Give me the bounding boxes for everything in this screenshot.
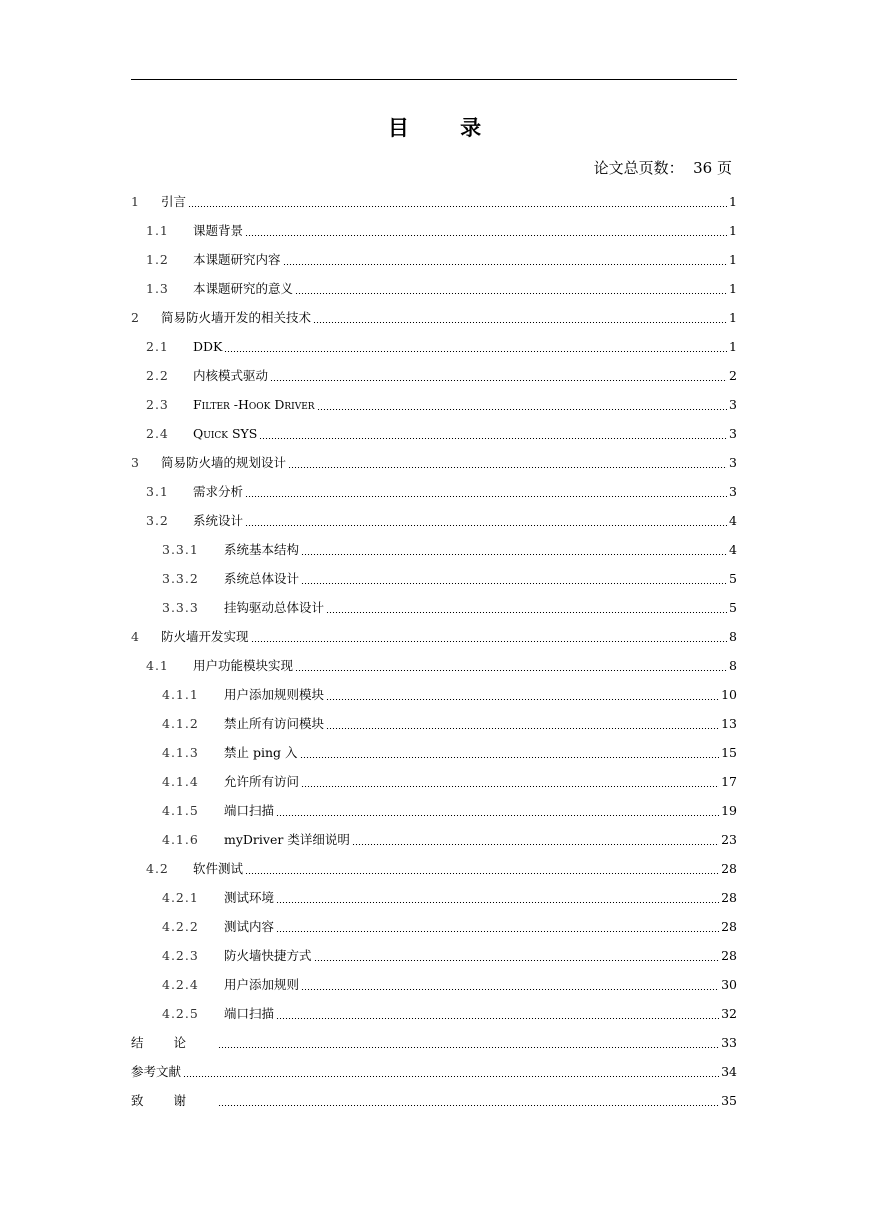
- toc-page: 4: [729, 542, 737, 558]
- leader-dots: [326, 699, 719, 700]
- toc-page: 13: [721, 716, 737, 732]
- toc-title: 用户功能模块实现: [193, 658, 294, 674]
- toc-number: 4.2.1: [162, 890, 199, 906]
- toc-entry[interactable]: [131, 536, 737, 565]
- toc-page: 28: [721, 948, 737, 964]
- toc-entry[interactable]: [131, 1087, 737, 1116]
- toc-number: 2.1: [146, 339, 169, 355]
- toc-page: 30: [721, 977, 737, 993]
- leader-dots: [259, 438, 727, 439]
- toc-entry[interactable]: [131, 188, 737, 217]
- toc-page: 19: [721, 803, 737, 819]
- toc-page: 3: [729, 455, 737, 471]
- toc-page: 2: [729, 368, 737, 384]
- toc-number: 1.2: [146, 252, 169, 268]
- toc-title-text: Quick SYS: [193, 426, 258, 442]
- leader-dots: [218, 1105, 719, 1106]
- toc-title: 本课题研究的意义: [193, 281, 294, 297]
- leader-dots: [314, 960, 720, 961]
- toc-number: 4.2.5: [162, 1006, 199, 1022]
- leader-dots: [276, 1018, 719, 1019]
- toc-title: 引言: [161, 194, 187, 210]
- toc-number: 4.2.2: [162, 919, 199, 935]
- toc-title: 简易防火墙开发的相关技术: [161, 310, 312, 326]
- toc-number: 2.2: [146, 368, 169, 384]
- toc-number: 4.2: [146, 861, 169, 877]
- toc-title: 本课题研究内容: [193, 252, 281, 268]
- leader-dots: [188, 206, 727, 207]
- toc-number: 4.1.2: [162, 716, 199, 732]
- leader-dots: [224, 351, 727, 352]
- toc-number: 4.1.6: [162, 832, 199, 848]
- leader-dots: [245, 873, 719, 874]
- toc-entry[interactable]: [131, 217, 737, 246]
- toc-number: 1.1: [146, 223, 169, 239]
- table-of-contents: [131, 188, 737, 1116]
- toc-number: 3: [131, 455, 140, 471]
- toc-title: 测试环境: [224, 890, 275, 906]
- toc-title: 参考文献: [131, 1064, 182, 1080]
- leader-dots: [276, 931, 719, 932]
- toc-entry[interactable]: [131, 594, 737, 623]
- toc-page: 10: [721, 687, 737, 703]
- toc-entry[interactable]: [131, 391, 737, 420]
- leader-dots: [251, 641, 727, 642]
- toc-number: 3.2: [146, 513, 169, 529]
- toc-page: 28: [721, 861, 737, 877]
- leader-dots: [218, 1047, 719, 1048]
- toc-page: 32: [721, 1006, 737, 1022]
- toc-page: 3: [729, 484, 737, 500]
- toc-page: 28: [721, 890, 737, 906]
- toc-title: 简易防火墙的规划设计: [161, 455, 287, 471]
- toc-entry[interactable]: [131, 246, 737, 275]
- toc-number: 1: [131, 194, 140, 210]
- leader-dots: [301, 989, 719, 990]
- leader-dots: [352, 844, 719, 845]
- toc-page: 4: [729, 513, 737, 529]
- toc-page: 28: [721, 919, 737, 935]
- toc-entry[interactable]: [131, 623, 737, 652]
- toc-entry[interactable]: [131, 333, 737, 362]
- toc-page: 5: [729, 571, 737, 587]
- header-rule: [131, 79, 737, 80]
- toc-title: 端口扫描: [224, 1006, 275, 1022]
- toc-entry[interactable]: [131, 478, 737, 507]
- toc-number: 4.1.3: [162, 745, 199, 761]
- leader-dots: [295, 670, 727, 671]
- toc-page: 35: [721, 1093, 737, 1109]
- toc-number: 2.3: [146, 397, 169, 413]
- toc-entry[interactable]: [131, 768, 737, 797]
- leader-dots: [183, 1076, 719, 1077]
- page-title: 目 录: [387, 115, 504, 140]
- leader-dots: [313, 322, 727, 323]
- toc-number: 3.3.1: [162, 542, 199, 558]
- leader-dots: [276, 815, 719, 816]
- toc-number: 4: [131, 629, 140, 645]
- toc-entry[interactable]: [131, 507, 737, 536]
- leader-dots: [276, 902, 719, 903]
- toc-number: 3.3.3: [162, 600, 199, 616]
- toc-number: 3.1: [146, 484, 169, 500]
- leader-dots: [288, 467, 727, 468]
- toc-entry[interactable]: [131, 826, 737, 855]
- toc-entry[interactable]: [131, 739, 737, 768]
- toc-title: myDriver 类详细说明: [224, 832, 350, 848]
- toc-page: 15: [721, 745, 737, 761]
- toc-page: 1: [729, 281, 737, 297]
- toc-entry[interactable]: [131, 1029, 737, 1058]
- leader-dots: [301, 786, 719, 787]
- toc-entry[interactable]: [131, 913, 737, 942]
- toc-entry[interactable]: [131, 420, 737, 449]
- toc-entry[interactable]: [131, 1000, 737, 1029]
- leader-dots: [295, 293, 727, 294]
- toc-page: 1: [729, 339, 737, 355]
- toc-entry[interactable]: [131, 565, 737, 594]
- toc-title: 防火墙快捷方式: [224, 948, 312, 964]
- toc-page: 1: [729, 223, 737, 239]
- toc-number: 4.2.4: [162, 977, 199, 993]
- leader-dots: [245, 235, 727, 236]
- toc-number: 2.4: [146, 426, 169, 442]
- toc-entry[interactable]: [131, 275, 737, 304]
- toc-title: 需求分析: [193, 484, 244, 500]
- leader-dots: [317, 409, 727, 410]
- toc-title: 结论: [131, 1035, 217, 1051]
- toc-title: 用户添加规则: [224, 977, 300, 993]
- toc-entry[interactable]: [131, 449, 737, 478]
- toc-page: 34: [721, 1064, 737, 1080]
- toc-page: 3: [729, 426, 737, 442]
- toc-title: 挂钩驱动总体设计: [224, 600, 325, 616]
- leader-dots: [301, 554, 727, 555]
- toc-entry[interactable]: [131, 797, 737, 826]
- toc-page: 33: [721, 1035, 737, 1051]
- toc-entry[interactable]: [131, 652, 737, 681]
- toc-title: 系统基本结构: [224, 542, 300, 558]
- toc-page: 5: [729, 600, 737, 616]
- toc-number: 4.1: [146, 658, 169, 674]
- toc-page: 23: [721, 832, 737, 848]
- toc-number: 4.1.1: [162, 687, 199, 703]
- toc-entry[interactable]: [131, 942, 737, 971]
- toc-title: [193, 428, 257, 441]
- toc-title: Filter -Hook Driver: [193, 397, 315, 413]
- toc-title: 内核模式驱动: [193, 368, 269, 384]
- toc-entry[interactable]: [131, 710, 737, 739]
- total-pages: 论文总页数： 36 页: [593, 159, 732, 177]
- toc-number: 2: [131, 310, 140, 326]
- toc-title: 禁止 ping 入: [224, 745, 298, 761]
- toc-title: 用户添加规则模块: [224, 687, 325, 703]
- toc-entry[interactable]: [131, 971, 737, 1000]
- toc-entry[interactable]: [131, 681, 737, 710]
- toc-number: 4.2.3: [162, 948, 199, 964]
- toc-entry[interactable]: [131, 855, 737, 884]
- toc-entry[interactable]: [131, 1058, 737, 1087]
- toc-title: 致谢: [131, 1093, 217, 1109]
- toc-title: 系统设计: [193, 513, 244, 529]
- leader-dots: [301, 583, 727, 584]
- toc-number: 4.1.5: [162, 803, 199, 819]
- leader-dots: [245, 525, 727, 526]
- toc-title: 端口扫描: [224, 803, 275, 819]
- toc-number: 3.3.2: [162, 571, 199, 587]
- leader-dots: [283, 264, 727, 265]
- toc-number: 4.1.4: [162, 774, 199, 790]
- toc-page: 1: [729, 310, 737, 326]
- toc-page: 3: [729, 397, 737, 413]
- toc-page: 1: [729, 252, 737, 268]
- toc-title: 系统总体设计: [224, 571, 300, 587]
- toc-number: 1.3: [146, 281, 169, 297]
- leader-dots: [270, 380, 727, 381]
- toc-title: 测试内容: [224, 919, 275, 935]
- toc-title: 软件测试: [193, 861, 244, 877]
- toc-entry[interactable]: [131, 884, 737, 913]
- toc-title: 课题背景: [193, 223, 244, 239]
- toc-title: DDK: [193, 339, 223, 355]
- toc-page: 17: [721, 774, 737, 790]
- toc-title: 禁止所有访问模块: [224, 716, 325, 732]
- leader-dots: [245, 496, 727, 497]
- toc-title: 允许所有访问: [224, 774, 300, 790]
- toc-entry[interactable]: [131, 362, 737, 391]
- leader-dots: [326, 728, 719, 729]
- toc-entry[interactable]: [131, 304, 737, 333]
- toc-page: 8: [729, 629, 737, 645]
- leader-dots: [300, 757, 720, 758]
- leader-dots: [326, 612, 727, 613]
- toc-page: 1: [729, 194, 737, 210]
- toc-title: 防火墙开发实现: [161, 629, 249, 645]
- toc-page: 8: [729, 658, 737, 674]
